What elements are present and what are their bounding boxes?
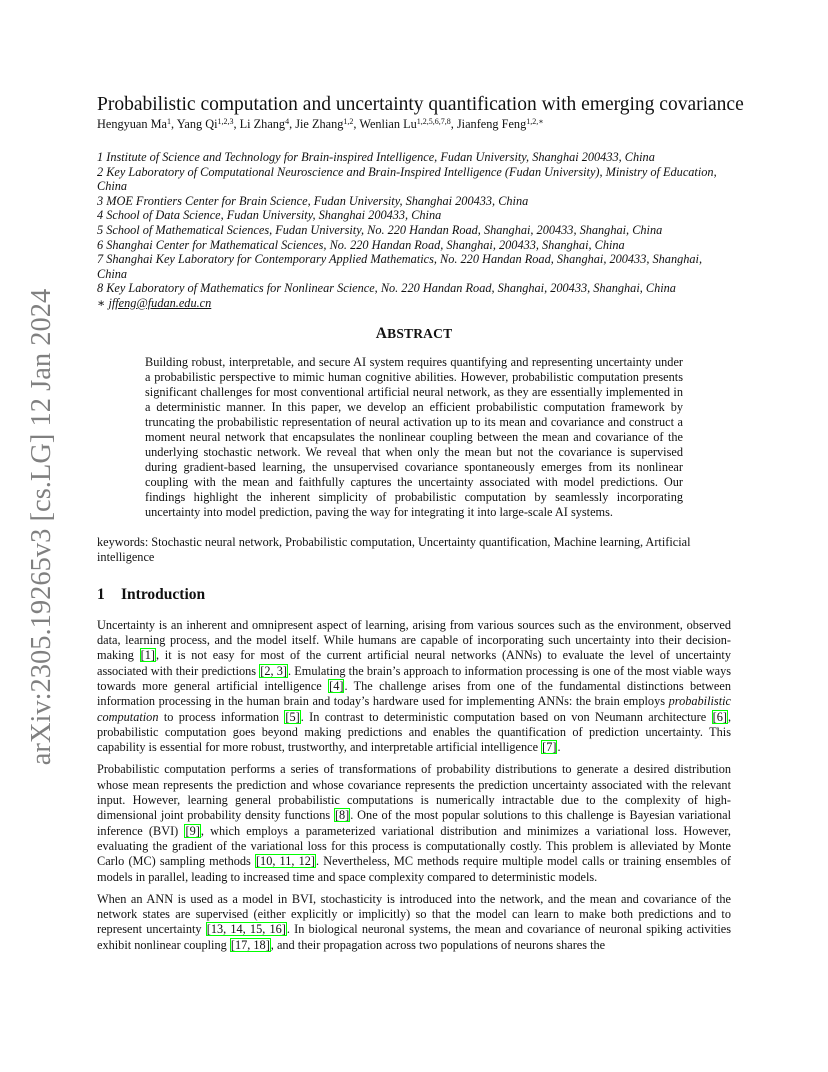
section-title: Introduction	[121, 585, 206, 603]
corresponding-email-link[interactable]: jffeng@fudan.edu.cn	[108, 295, 212, 310]
affiliation-7: 7 Shanghai Key Laboratory for Contemporary Applied Mathematics, No. 220 Handan Road, Shanghai, 200433, Shanghai, China	[97, 252, 703, 281]
author-list: Hengyuan Ma$^1$, Yang Qi$^{1,2,3}$, Li Zhang$^4$, Jie Zhang$^{1,2}$, Wenlian Lu$^{1,2,5,6,7,8}$, Jianfeng Feng$^{1,2,∗}$	[97, 117, 544, 131]
arxiv-identifier-stamp	[22, 288, 62, 766]
citation-link[interactable]: [17, 18]	[230, 937, 270, 952]
citation-link[interactable]: [4]	[329, 678, 344, 693]
arxiv-identifier-text: arXiv:2305.19265v3 [cs.LG] 12 Jan 2024	[26, 288, 57, 766]
abstract-body: Building robust, interpretable, and secure AI system requires quantifying and representing uncertainty under a probabilistic perspective to mimic human cognitive abilities. However, probabilistic computation presents significant challenges for most conventional artificial neural network, as they are essentially implemented in a deterministic manner. In this paper, we develop an efficient probabilistic computation framework by truncating the probabilistic representation of neural activation up to its mean and covariance and construct a moment neural network that encapsulates the nonlinear coupling between the mean and covariance of the underlying stochastic network. We reveal that when only the mean but not the covariance is supervised during gradient-based learning, the unsupervised covariance spontaneously emerges from its nonlinear coupling with the mean and faithfully captures the uncertainty associated with model predictions. Our findings highlight the inherent simplicity of probabilistic computation by seamlessly incorporating uncertainty into model prediction, paving the way for integrating it into large-scale AI systems.	[145, 354, 683, 520]
affiliation-1: 1 Institute of Science and Technology for Brain-inspired Intelligence, Fudan University, Shanghai 200433, China	[97, 150, 655, 164]
keywords-line: keywords: Stochastic neural network, Probabilistic computation, Uncertainty quantification, Machine learning, Artificial intelligence	[97, 534, 691, 564]
citation-link[interactable]: [9]	[185, 823, 200, 838]
citation-link[interactable]: [8]	[334, 808, 350, 823]
paper-page	[97, 94, 744, 953]
section-number: 1	[97, 585, 105, 603]
citation-link[interactable]: [1]	[140, 648, 155, 663]
citation-link[interactable]: [5]	[285, 709, 300, 724]
intro-paragraph-2: Probabilistic computation performs a series of transformations of probability distributions to generate a desired distribution whose mean represents the prediction and whose covariance represents the prediction uncertainty associated with the relevant input. However, learning general probabilistic computations is numerically intractable due to the complexity of high-dimensional joint probability density functions [8]. One of the most popular solutions to this challenge is Bayesian variational inference (BVI) [9], which employs a parameterized variational distribution and minimizes a variational loss. However, evaluating the gradient of the variational loss for this process is computationally costly. This problem is alleviated by Monte Carlo (MC) sampling methods [10, 11, 12]. Nevertheless, MC methods require multiple model calls or training ensembles of models in parallel, leading to increased time and space complexity compared to deterministic models.	[97, 762, 731, 884]
author-affiliation-marks: 1,2,3	[217, 117, 234, 126]
abstract-heading: ABSTRACT	[375, 324, 453, 342]
corresponding-mark: ∗	[97, 295, 106, 310]
affiliation-list	[97, 150, 731, 311]
author-name: Jianfeng Feng$^{1,2,∗}$	[456, 117, 544, 131]
affiliation-5: 5 School of Mathematical Sciences, Fudan University, No. 220 Handan Road, Shanghai, 200433, Shanghai, China	[97, 222, 663, 237]
intro-paragraph-1: Uncertainty is an inherent and omnipresent aspect of learning, arising from various sources such as the environment, observed data, learning process, and the model itself. While humans are capable of incorporating such uncertainty into their decision-making [1], it is not easy for most of the current artificial neural networks (ANNs) to evaluate the level of uncertainty associated with their predictions [2, 3]. Emulating the brain’s approach to information processing is one of the most viable ways towards more general artificial intelligence [4]. The challenge arises from one of the fundamental distinctions between information processing in the human brain and today’s hardware used for implementing ANNs: the brain employs probabilistic computation to process information [5]. In contrast to deterministic computation based on von Neumann architecture [6], probabilistic computation goes beyond making predictions and enables the quantification of prediction uncertainty. This capability is essential for more robust, trustworthy, and interpretable artificial intelligence [7].	[97, 617, 732, 755]
citation-link[interactable]: [13, 14, 15, 16]	[206, 922, 286, 937]
author-name: Li Zhang$^4$	[239, 117, 290, 131]
intro-paragraph-3: When an ANN is used as a model in BVI, stochasticity is introduced into the network, and the mean and covariance of the network states are supervised (either explicitly or implicitly) so that the model can learn to make both predictions and to represent uncertainty [13, 14, 15, 16]. In biological neuronal systems, the mean and covariance of neuronal spiking activities exhibit nonlinear coupling [17, 18], and their propagation across two populations of neurons shares the	[97, 891, 731, 952]
author-affiliation-marks: 1,2,∗	[526, 117, 544, 126]
author-affiliation-marks: 4	[285, 117, 290, 126]
author-name: Yang Qi$^{1,2,3}$	[176, 117, 234, 131]
citation-link[interactable]: [10, 11, 12]	[255, 854, 315, 869]
paper-title: Probabilistic computation and uncertainty quantification with emerging covariance	[97, 94, 744, 115]
citation-link[interactable]: [2, 3]	[260, 663, 288, 678]
affiliation-2: 2 Key Laboratory of Computational Neuroscience and Brain-Inspired Intelligence (Fudan University), Ministry of Education, China	[97, 164, 717, 194]
section-heading-introduction	[97, 586, 731, 604]
citation-link[interactable]: [6]	[712, 709, 727, 724]
author-name: Jie Zhang$^{1,2}$	[295, 117, 354, 131]
emphasized-term: probabilistic computation	[97, 694, 731, 724]
author-name: Hengyuan Ma$^1$	[97, 117, 172, 131]
affiliation-3: 3 MOE Frontiers Center for Brain Science, Fudan University, Shanghai 200433, China	[97, 193, 529, 208]
citation-link[interactable]: [7]	[542, 740, 557, 755]
author-affiliation-marks: 1,2	[343, 117, 354, 126]
author-affiliation-marks: 1,2,5,6,7,8	[416, 117, 451, 126]
author-name: Wenlian Lu$^{1,2,5,6,7,8}$	[359, 117, 451, 131]
affiliation-4: 4 School of Data Science, Fudan University, Shanghai 200433, China	[97, 208, 442, 223]
affiliation-6: 6 Shanghai Center for Mathematical Sciences, No. 220 Handan Road, Shanghai, 200433, Shanghai, China	[97, 237, 625, 252]
corresponding-author-line	[97, 296, 731, 311]
author-affiliation-marks: 1	[167, 117, 172, 126]
affiliation-8: 8 Key Laboratory of Mathematics for Nonlinear Science, No. 220 Handan Road, Shanghai, 200433, Shanghai, China	[97, 281, 676, 296]
